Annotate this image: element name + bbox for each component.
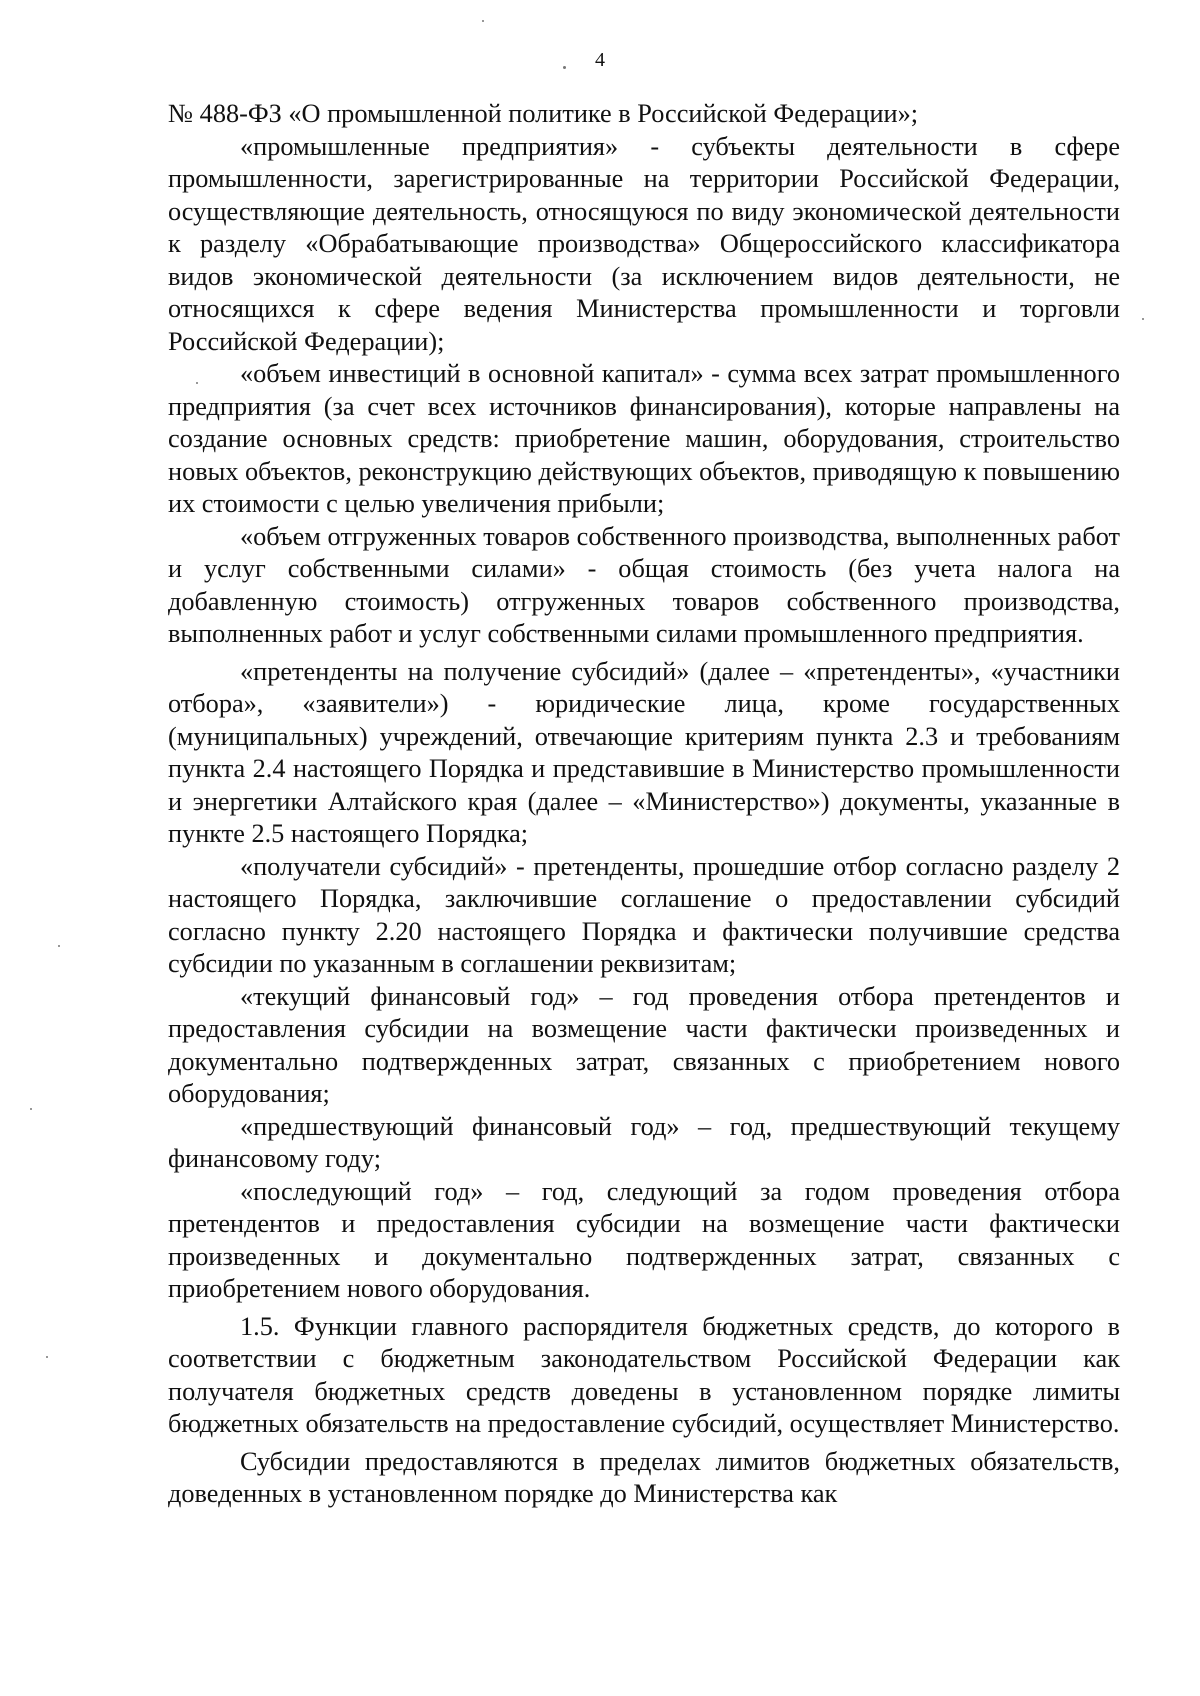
scan-speck <box>1142 318 1144 320</box>
paragraph-current-year: «текущий финансовый год» – год проведения отбора претендентов и предоставления субсидии на возмещение части фактически произведенных и документально подтвержденных затрат, связанных с приобретением нового оборудования; <box>168 981 1120 1108</box>
page-number: 4 <box>595 49 605 71</box>
paragraph-subsidies-limits: Субсидии предоставляются в пределах лимитов бюджетных обязательств, доведенных в установленном порядке до Министерства как <box>168 1446 1120 1508</box>
paragraph-investment-volume: «объем инвестиций в основной капитал» - сумма всех затрат промышленного предприятия (за счет всех источников финансирования), которые направлены на создание основных средств: приобретение машин, оборудования, строительство новых объектов, реконструкцию действующих объектов, приводящую к повышению их стоимости с целью увеличения прибыли; <box>168 359 1120 518</box>
paragraph-shipped-goods: «объем отгруженных товаров собственного производства, выполненных работ и услуг собственными силами» - общая стоимость (без учета налога на добавленную стоимость) отгруженных товаров собственного производства, выполненных работ и услуг собственными силами промышленного предприятия. <box>168 521 1120 648</box>
paragraph-next-year: «последующий год» – год, следующий за годом проведения отбора претендентов и предоставления субсидии на возмещение части фактически произведенных и документально подтвержденных затрат, связанных с приобретением нового оборудования. <box>168 1176 1120 1303</box>
paragraph-section-1-5: 1.5. Функции главного распорядителя бюджетных средств, до которого в соответствии с бюджетным законодательством Российской Федерации как получателя бюджетных средств доведены в установленном порядке лимиты бюджетных обязательств на предоставление субсидий, осуществляет Министерство. <box>168 1311 1120 1438</box>
paragraph-industrial-enterprises: «промышленные предприятия» - субъекты деятельности в сфере промышленности, зарегистрированные на территории Российской Федерации, осуществляющие деятельность, относящуюся по виду экономической деятельности к разделу «Обрабатывающие производства» Общероссийского классификатора видов экономической деятельности (за исключением видов деятельности, не относящихся к сфере ведения Министерства промышленности и торговли Российской Федерации); <box>168 131 1120 356</box>
paragraph-previous-year: «предшествующий финансовый год» – год, предшествующий текущему финансовому году; <box>168 1111 1120 1173</box>
document-body <box>168 98 1120 1511</box>
scan-speck <box>58 945 60 947</box>
scan-speck <box>482 20 484 22</box>
scan-speck <box>563 66 566 69</box>
scan-speck <box>46 1356 48 1358</box>
paragraph-applicants: «претенденты на получение субсидий» (далее – «претенденты», «участники отбора», «заявители») - юридические лица, кроме государственных (муниципальных) учреждений, отвечающие критериям пункта 2.3 и требованиям пункта 2.4 настоящего Порядка и представившие в Министерство промышленности и энергетики Алтайского края (далее – «Министерство») документы, указанные в пункте 2.5 настоящего Порядка; <box>168 656 1120 848</box>
scan-speck <box>196 382 198 384</box>
paragraph-law-reference: № 488-ФЗ «О промышленной политике в Российской Федерации»; <box>168 99 919 128</box>
scan-speck <box>30 1108 32 1110</box>
paragraph-recipients: «получатели субсидий» - претенденты, прошедшие отбор согласно разделу 2 настоящего Порядка, заключившие соглашение о предоставлении субсидий согласно пункту 2.20 настоящего Порядка и фактически получившие средства субсидии по указанным в соглашении реквизитам; <box>168 851 1120 978</box>
